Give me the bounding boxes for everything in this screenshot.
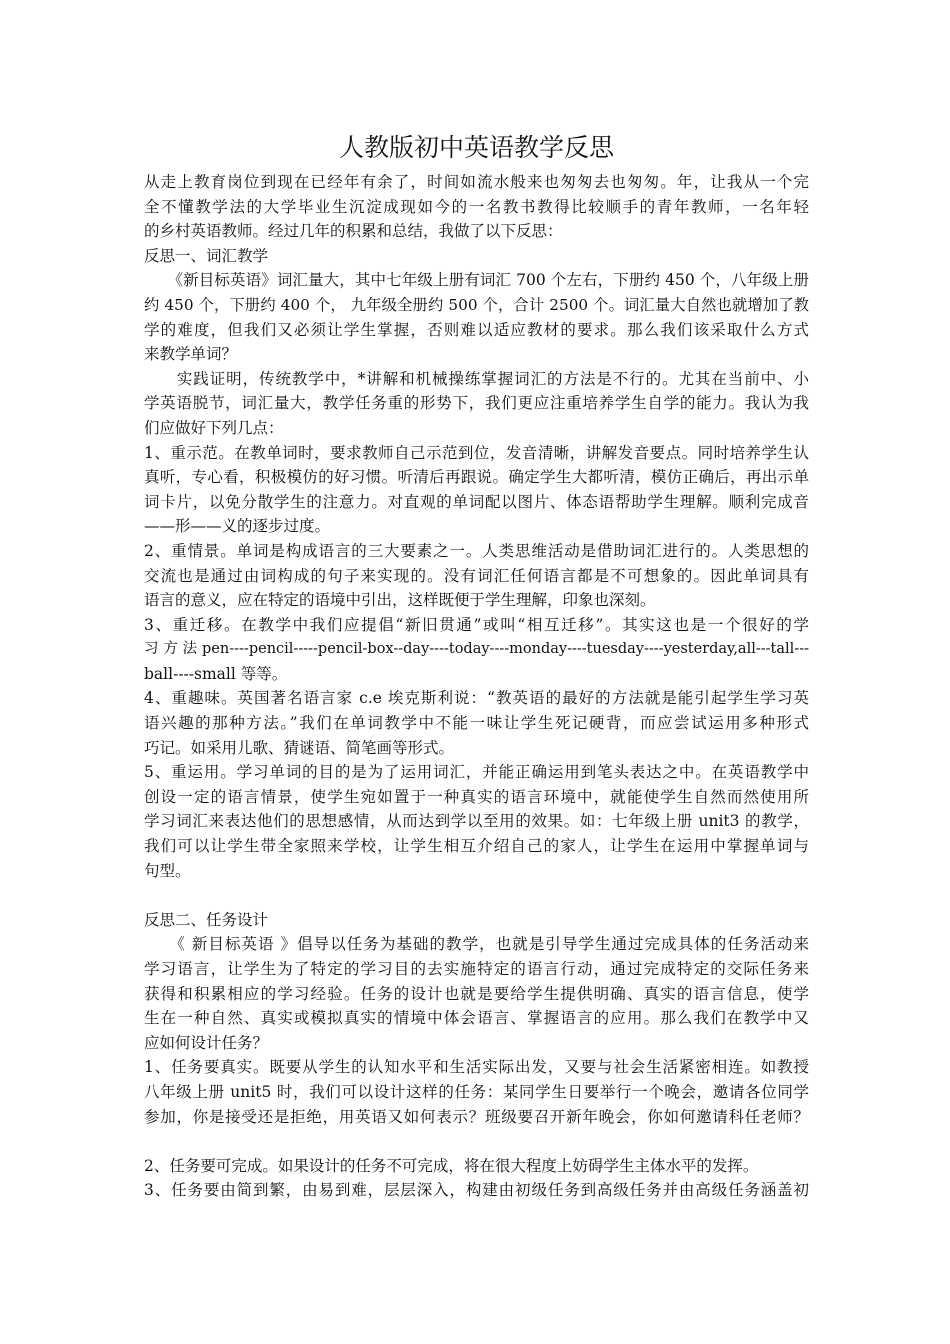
text-line: 巧记。如采用儿歌、猜谜语、简笔画等形式。 (144, 738, 455, 757)
text-line: 创设一定的语言情景，使学生宛如置于一种真实的语言环境中，就能使学生自然而然使用所 (144, 787, 809, 806)
text-line: 反思一、词汇教学 (144, 246, 269, 265)
text-line: 学英语脱节，词汇量大，教学任务重的形势下，我们更应注重培养学生自学的能力。我认为我 (144, 394, 809, 413)
text-line: 生在一种自然、真实或模拟真实的情境中体会语言、掌握语言的应用。那么我们在教学中又 (144, 1009, 809, 1028)
text-line: 《 新目标英语 》倡导以任务为基础的教学，也就是引导学生通过完成具体的任务活动来 (144, 935, 809, 954)
text-line: ——形——义的逐步过度。 (144, 517, 331, 536)
text-line: 3、任务要由简到繁，由易到难，层层深入，构建由初级任务到高级任务并由高级任务涵盖初 (144, 1181, 809, 1200)
text-line: 交流也是通过由词构成的句子来实现的。没有词汇任何语言都是不可想象的。因此单词具有 (144, 566, 809, 585)
text-line: 2、重情景。单词是构成语言的三大要素之一。人类思维活动是借助词汇进行的。人类思想的 (144, 541, 809, 560)
document-body (144, 170, 809, 1203)
text-line: 们应做好下列几点： (144, 418, 284, 437)
text-line: 学习词汇来表达他们的思想感情，从而达到学以至用的效果。如：七年级上册 unit3 的教学， (144, 812, 809, 831)
blank-line (144, 1129, 809, 1154)
document-title: 人教版初中英语教学反思 (338, 133, 614, 162)
text-line: 3、重迁移。在教学中我们应提倡“新旧贯通”或叫“相互迁移”。其实这也是一个很好的学 (144, 615, 809, 634)
text-line: 八年级上册 unit5 时，我们可以设计这样的任务：某同学生日要举行一个晚会，邀请各位同学 (144, 1082, 809, 1101)
blank-line (144, 883, 809, 908)
text-line: 约 450 个，下册约 400 个， 九年级全册约 500 个，合计 2500 个。词汇量大自然也就增加了教 (144, 295, 809, 314)
text-line: 《新目标英语》词汇量大，其中七年级上册有词汇 700 个左右，下册约 450 个，八年级上册 (144, 271, 809, 290)
text-line: 实践证明，传统教学中，*讲解和机械操练掌握词汇的方法是不行的。尤其在当前中、小 (144, 369, 809, 388)
text-line: 参加，你是接受还是拒绝，用英语又如何表示？班级要召开新年晚会，你如何邀请科任老师？ (144, 1107, 809, 1126)
text-line: 学的难度，但我们又必须让学生掌握，否则难以适应教材的要求。那么我们该采取什么方式 (144, 320, 809, 339)
text-line: 句型。 (144, 861, 191, 880)
text-line: 语兴趣的那种方法。”我们在单词教学中不能一味让学生死记硬背，而应尝试运用多种形式 (144, 714, 809, 733)
text-line: 1、任务要真实。既要从学生的认知水平和生活实际出发，又要与社会生活紧密相连。如教授 (144, 1058, 809, 1077)
text-line: 语言的意义，应在特定的语境中引出，这样既便于学生理解，印象也深刻。 (144, 591, 656, 610)
text-line: 词卡片，以免分散学生的注意力。对直观的单词配以图片、体态语帮助学生理解。顺利完成音 (144, 492, 809, 511)
document-page (144, 128, 809, 1203)
text-line: 全不懂教学法的大学毕业生沉淀成现如今的一名教书教得比较顺手的青年教师，一名年轻 (144, 197, 809, 216)
text-line: 应如何设计任务？ (144, 1033, 269, 1052)
text-line: 来教学单词？ (144, 345, 238, 364)
text-line: 的乡村英语教师。经过几年的积累和总结，我做了以下反思： (144, 222, 563, 241)
text-line: 真听，专心看，积极模仿的好习惯。听清后再跟说。确定学生大都听清，模仿正确后，再出示单 (144, 468, 809, 487)
text-line: 5、重运用。学习单词的目的是为了运用词汇，并能正确运用到笔头表达之中。在英语教学中 (144, 763, 809, 782)
text-line: 习 方 法 pen----pencil-----pencil-box--day----today----monday----tuesday----yesterday,all---tall--- (144, 641, 809, 658)
text-line: 我们可以让学生带全家照来学校，让学生相互介绍自己的家人，让学生在运用中掌握单词与 (144, 837, 809, 856)
text-line: 从走上教育岗位到现在已经年有余了，时间如流水般来也匆匆去也匆匆。年，让我从一个完 (144, 173, 809, 191)
text-line: 4、重趣味。英国著名语言家 c.e 埃克斯利说：“教英语的最好的方法就是能引起学生学习英 (144, 689, 809, 708)
text-line: 2、任务要可完成。如果设计的任务不可完成，将在很大程度上妨碍学生主体水平的发挥。 (144, 1156, 759, 1175)
text-line: 1、重示范。在教单词时，要求教师自己示范到位，发音清晰，讲解发音要点。同时培养学生认 (144, 443, 809, 462)
text-line: 获得和积累相应的学习经验。任务的设计也就是要给学生提供明确、真实的语言信息，使学 (144, 984, 809, 1003)
text-line: ball----small 等等。 (144, 664, 288, 683)
text-line: 学习语言，让学生为了特定的学习目的去实施特定的语言行动，通过完成特定的交际任务来 (144, 960, 809, 978)
text-line: 反思二、任务设计 (144, 910, 269, 929)
